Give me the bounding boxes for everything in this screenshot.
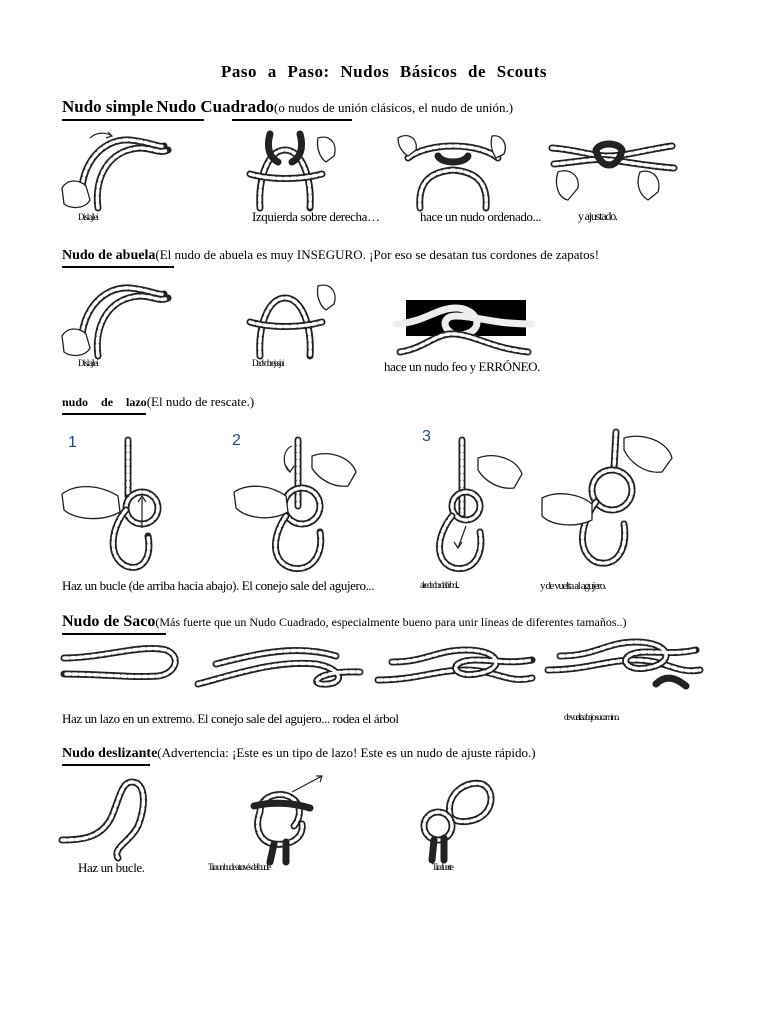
square-knot-caption-1: Dislajlei [78, 212, 98, 222]
square-knot-title-b: Nudo Cuadrado [156, 97, 275, 116]
sheet-bend-caption-1: Haz un lazo en un extremo. El conejo sale del agujero... rodea el árbol [62, 711, 399, 726]
bowline-caption-2: alrededordelárbol... [420, 580, 459, 590]
underline [62, 413, 146, 415]
bowline-caption-1: Haz un bucle (de arriba hacia abajo). El conejo sale del agujero... [62, 578, 375, 593]
granny-knot-final-illustration [396, 298, 532, 358]
underline [62, 633, 166, 635]
granny-knot-note: (El nudo de abuela es muy INSEGURO. ¡Por eso se desatan tus cordones de zapatos! [155, 247, 600, 262]
square-knot-step-2-illustration [230, 128, 340, 218]
bowline-step-3-illustration [418, 436, 534, 576]
underline [232, 119, 352, 121]
slip-knot-caption-2: Tira un bucle a través del bucle [208, 862, 270, 872]
section-sheet-bend-heading [62, 613, 627, 631]
square-knot-step-4-illustration [548, 128, 678, 218]
granny-knot-title: Nudo de abuela [62, 248, 156, 263]
square-knot-title-a: Nudo simple [62, 97, 154, 116]
bowline-step-2-illustration [232, 436, 362, 576]
bowline-step-number-2: 2 [232, 432, 241, 449]
slip-knot-step-1-illustration [62, 776, 162, 862]
bowline-caption-3: y de vuelta al agujero. [540, 580, 606, 592]
bowline-step-number-1: 1 [68, 434, 77, 451]
square-knot-step-3-illustration [398, 128, 508, 218]
slip-knot-caption-1: Haz un bucle. [78, 860, 145, 875]
sheet-bend-note: (Más fuerte que un Nudo Cuadrado, especialmente bueno para unir líneas de diferentes tamaños..) [155, 615, 627, 629]
sheet-bend-caption-2: de vuelta abajo su camino. [564, 712, 619, 722]
granny-knot-caption-3: hace un nudo feo y ERRÓNEO. [384, 359, 540, 374]
square-knot-step-1-illustration [60, 128, 170, 218]
square-knot-caption-2: Izquierda sobre derecha… [252, 209, 380, 224]
bowline-step-1-illustration [62, 436, 192, 576]
page-title: Paso a Paso: Nudos Básicos de Scouts [220, 62, 548, 81]
sheet-bend-step-3-illustration [376, 640, 536, 696]
bowline-title: nudo de lazo [62, 395, 147, 409]
bowline-step-4-illustration [540, 428, 680, 578]
square-knot-note: (o nudos de unión clásicos, el nudo de unión.) [274, 100, 514, 115]
granny-knot-caption-2: Dadsobrejasjai [252, 358, 284, 368]
slip-knot-note: (Advertencia: ¡Este es un tipo de lazo! Este es un nudo de ajuste rápido.) [157, 745, 536, 760]
sheet-bend-step-1-illustration [62, 640, 182, 690]
slip-knot-title: Nudo deslizante [62, 746, 158, 761]
underline [62, 119, 204, 121]
granny-knot-caption-1: Dislajlei [78, 358, 98, 368]
underline [62, 266, 174, 268]
square-knot-caption-4: y ajustado. [578, 209, 617, 223]
bowline-note: (El nudo de rescate.) [146, 394, 255, 409]
granny-knot-step-1-illustration [60, 276, 170, 362]
slip-knot-caption-3: Tira fuerte [432, 862, 453, 872]
section-bowline-heading [62, 394, 254, 410]
slip-knot-step-3-illustration [410, 774, 500, 864]
section-square-knot-heading [62, 97, 513, 117]
sheet-bend-title: Nudo de Saco [62, 613, 156, 630]
underline [62, 764, 150, 766]
granny-knot-step-2-illustration [230, 276, 340, 362]
sheet-bend-step-2-illustration [196, 634, 362, 694]
bowline-step-number-3: 3 [422, 428, 431, 445]
slip-knot-step-2-illustration [230, 772, 340, 864]
sheet-bend-step-4-illustration [546, 634, 702, 694]
section-granny-knot-heading [62, 247, 599, 264]
square-knot-caption-3: hace un nudo ordenado... [420, 209, 542, 224]
section-slip-knot-heading [62, 745, 536, 762]
